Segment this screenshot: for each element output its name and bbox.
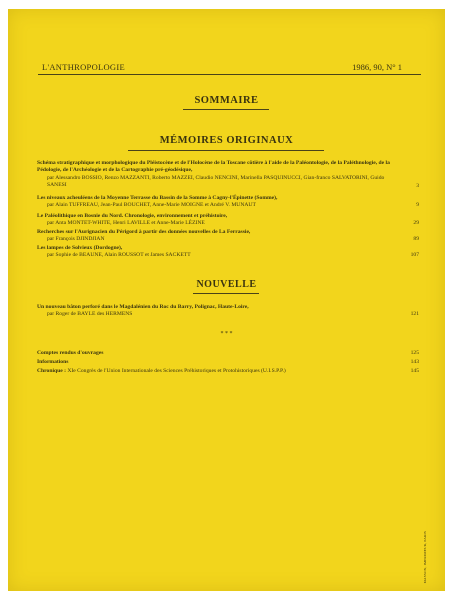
entry-authors: par Anta MONTET-WHITE, Henri LAVILLE et Anne-Marie LÉZINE (47, 220, 205, 227)
entry-title: Les lampes de Solvieux (Dordogne), (37, 245, 123, 251)
nouvelle-rule (193, 293, 259, 294)
entry-page: 107 (410, 252, 419, 258)
entry-title: Un nouveau bâton perforé dans le Magdalénien du Roc du Barry, Polignac, Haute-Loire, (37, 304, 249, 310)
issue-number: 1986, 90, N° 1 (352, 62, 402, 72)
toc-entry[interactable] (37, 359, 68, 366)
entry-title: Recherches sur l'Aurignacien du Périgord à partir des données nouvelles de La Ferrassie, (37, 229, 251, 235)
entry-page: 9 (416, 202, 419, 208)
memoires-rule (128, 150, 324, 151)
section-label: Informations (37, 359, 69, 365)
entry-page: 143 (410, 359, 419, 365)
toc-entry[interactable] (37, 304, 395, 319)
entry-authors: par François DJINDJIAN (47, 236, 105, 243)
journal-title: L'ANTHROPOLOGIE (42, 62, 125, 72)
entry-page: 125 (410, 350, 419, 356)
entry-page: 3 (416, 183, 419, 189)
entry-page: 145 (410, 368, 419, 374)
entry-authors: par Alain TUFFREAU, Jean-Paul BOUCHET, Anne-Marie MOIGNE et André V. MUNAUT (47, 202, 256, 209)
toc-entry[interactable] (37, 195, 395, 210)
entry-title: Le Paléolithique en Bosnie du Nord. Chronologie, environnement et préhistoire, (37, 213, 228, 219)
memoires-heading: MÉMOIRES ORIGINAUX (159, 135, 294, 146)
entry-page: 121 (410, 311, 419, 317)
nouvelle-heading: NOUVELLE (196, 279, 257, 290)
section-label: Chronique : (37, 368, 66, 374)
toc-entry[interactable] (37, 160, 395, 190)
sommaire-heading: SOMMAIRE (194, 95, 259, 106)
header-rule (38, 74, 421, 75)
toc-entry[interactable] (37, 213, 395, 228)
entry-page: 89 (413, 236, 419, 242)
entry-authors: par Sophie de BEAUNE, Alain ROUSSOT et James SACKETT (47, 252, 191, 259)
toc-entry[interactable] (37, 245, 395, 260)
entry-title: Schéma stratigraphique et morphologique du Pléistocène et de l'Holocène de la Toscane côtière à l'aide de la Paléontologie, de la Paléthnologie, de la Pédologie, de l'Archéologie et de la Cartographie pré-géodésique, (37, 160, 390, 174)
section-detail: XIe Congrès de l'Union Internationale des Sciences Préhistoriques et Protohistoriques (U.I.S.P.P.) (67, 368, 286, 374)
toc-entry[interactable] (37, 350, 103, 357)
entry-title: Les niveaux acheuléens de la Moyenne Terrasse du Bassin de la Somme à Cagny-l'Épinette (Somme), (37, 195, 278, 201)
entry-page: 29 (413, 220, 419, 226)
entry-authors: par Alessandro BOSSIO, Renzo MAZZANTI, Roberto MAZZEI, Claudio NENCINI, Marinella PASQUINUCCI, Gian-franco SALVATORINI, Guido SANESI (47, 174, 385, 189)
section-divider: * * * (220, 331, 233, 337)
entry-authors: par Roger de BAYLE des HERMENS (47, 311, 133, 318)
journal-cover (8, 9, 445, 591)
toc-entry[interactable] (37, 368, 286, 375)
section-label: Comptes rendus d'ouvrages (37, 350, 104, 356)
toc-entry[interactable] (37, 229, 395, 244)
sommaire-rule (183, 109, 269, 110)
printer-imprint: MASSON, IMPRIMEUR, PARIS (423, 530, 427, 583)
